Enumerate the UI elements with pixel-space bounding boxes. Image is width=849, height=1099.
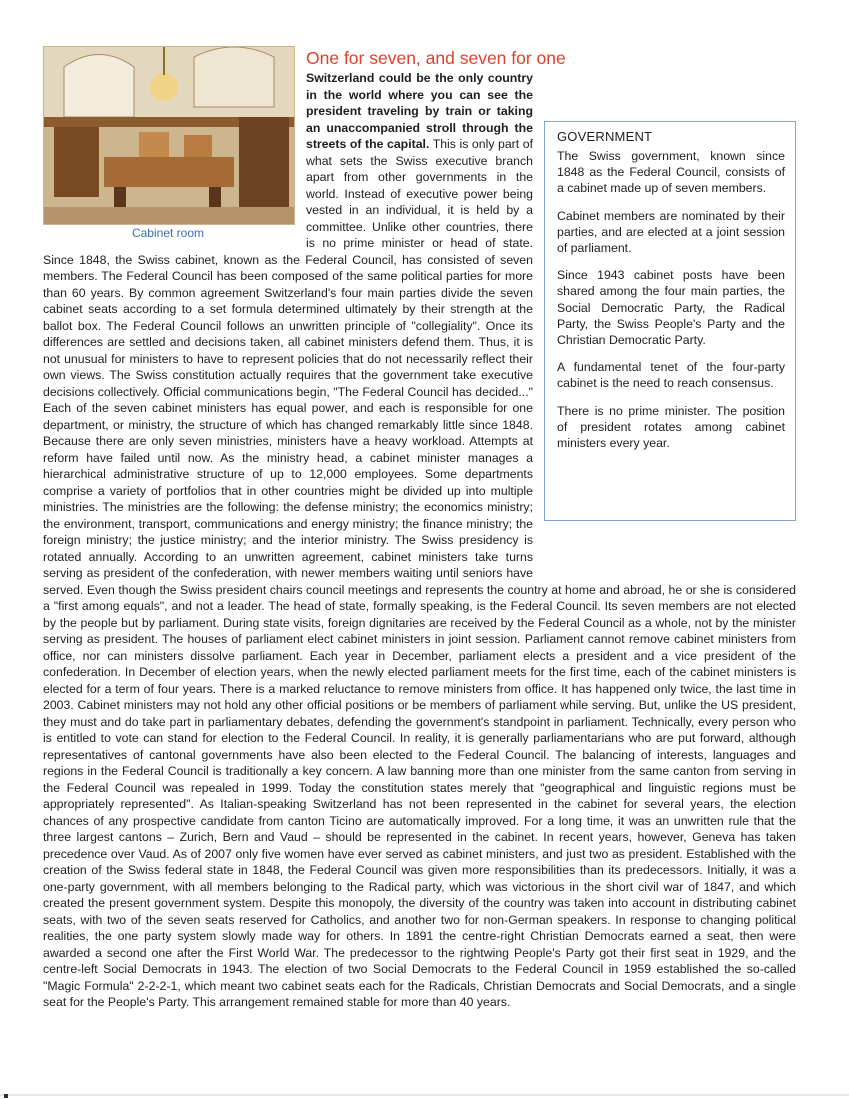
- sidebar-paragraph: There is no prime minister. The position of president rotates among cabinet ministers every year.: [557, 403, 785, 451]
- sidebar-paragraph: Cabinet members are nominated by their parties, and are elected at a joint session of parliament.: [557, 208, 785, 256]
- article-lead: Switzerland could be the only country in the world where you can see the president traveling by train or taking an unaccompanied stroll through the streets of the capital.: [306, 71, 533, 151]
- government-sidebar: [544, 121, 796, 521]
- article-paragraph: This is only part of what sets the Swiss executive branch apart from other governments in the world. Instead of executive power being vested in an individual, it is held by a committee. Unlike other countries, there is no prime minister or head of state. Since 1848, the Swiss cabinet, known as the Federal Council, has consisted of seven members. The Federal Council has been composed of the same political parties for more than 60 years. By common agreement Switzerland's four main parties divide the seven cabinet seats according to a set formula determined ultimately by their strength at the ballot box. The Federal Council follows an unwritten principle of "collegiality". Once its differences are settled and decisions taken, all cabinet ministers defend them. Thus, it is not unusual for ministers to have to represent policies that do not necessarily reflect their own views. The Swiss constitution actually requires that the government take executive decisions collectively. Official communications begin, "The Federal Council has decided..." Each of the seven cabinet ministers has equal power, and each is responsible for one department, or ministry, the structure of which has changed remarkably little since 1848. Because there are only seven ministries, ministers have a heavy workload. Attempts at reform have failed until now. As the ministry head, a cabinet minister manages a hierarchical administrative structure of up to 12,000 employees. Some departments comprise a variety of portfolios that in other countries might be divided up into multiple ministries. The ministries are the following: the defense ministry; the economics ministry; the environment, transport, communications and energy ministry; the finance ministry; the foreign ministry; the justice ministry; and the interior ministry. The Swiss presidency is rotated annually. According to an unwritten agreement, cabinet ministers take turns serving as president of the confederation, with newer members waiting until seniors have served. Even though the Swiss president chairs council meetings and represents the country at home and abroad, he or she is considered a "first among equals", and not a leader. The head of state, formally speaking, is the Federal Council. Its seven members are not elected by the people but by parliament. During state visits, foreign dignitaries are received by the Federal Council as a whole, not by the minister serving as president. The houses of parliament elect cabinet ministers in joint session. Parliament cannot remove cabinet ministers from office, nor can ministers dissolve parliament. Each year in December, parliament elects a president and a vice president of the confederation. In December of election years, when the newly elected parliament meets for the first time, each of the cabinet ministers is elected for a term of four years. There is a marked reluctance to remove ministers from office. It has happened only twice, the last time in 2003. Cabinet ministers may not hold any other official positions or be members of parliament while serving. But, unlike the US president, they must and do take part in parliamentary debates, defending the government's standpoint in parliament. Technically, every person who is entitled to vote can stand for election to the Federal Council. In reality, it is generally parliamentarians who are put forward, although representatives of cantonal governments have also been elected to the Federal Council. The balancing of interests, languages and regions in the Federal Council is traditionally a key concern. A law banning more than one minister from the same canton from serving in the Federal Council was repealed in 1999. Today the constitution states merely that "geographical and linguistic regions must be appropriately represented". As Italian-speaking Switzerland has not been represented in the cabinet for several years, the election chances of any prospective candidate from canton Ticino are automatically improved. For a long time, it was an unwritten rule that the three largest cantons – Zurich, Bern and Vaud – should be represented in the cabinet. In recent years, however, Geneva has taken precedence over Vaud. As of 2007 only five women have ever served as cabinet ministers, and just two as president. Established with the creation of the Swiss federal state in 1848, the Federal Council was given more responsibilities than its predecessors. Initially, it was a one-party government, with all members belonging to the Radical party, which was victorious in the short civil war of 1847, and which created the present government system. Despite this monopoly, the diversity of the country was taken into account in distributing cabinet seats, with two of the seven seats reserved for Catholics, and another two for non-German speakers. In response to changing political realities, the one party system slowly made way for others. In 1891 the centre-right Christian Democrats earned a seat, then were awarded a second one after the First World War. The predecessor to the rightwing People's Party got their first seat in 1929, and the centre-left Social Democrats in 1943. The election of two Social Democrats to the Federal Council in 1959 established the so-called "Magic Formula" 2-2-2-1, which meant two cabinet seats each for the Radicals, Christian Democrats and Social Democrats, and a single seat for the People's Party. This arrangement remained stable for more than 40 years.: [43, 137, 796, 1009]
- photo-caption: Cabinet room: [131, 226, 205, 240]
- scan-mark: [4, 1094, 8, 1098]
- sidebar-paragraph: Since 1943 cabinet posts have been shared among the four main parties, the Social Democratic Party, the Radical Party, the Swiss People's Party and the Christian Democratic Party.: [557, 268, 785, 348]
- sidebar-heading: GOVERNMENT: [557, 129, 653, 144]
- page-bottom-edge: [0, 1094, 849, 1096]
- photo-spacer: [43, 70, 306, 247]
- article-title: One for seven, and seven for one: [306, 48, 566, 68]
- sidebar-paragraph: A fundamental tenet of the four-party cabinet is the need to reach consensus.: [557, 360, 785, 391]
- sidebar-paragraph: The Swiss government, known since 1848 as the Federal Council, consists of a cabinet made up of seven members.: [557, 149, 785, 196]
